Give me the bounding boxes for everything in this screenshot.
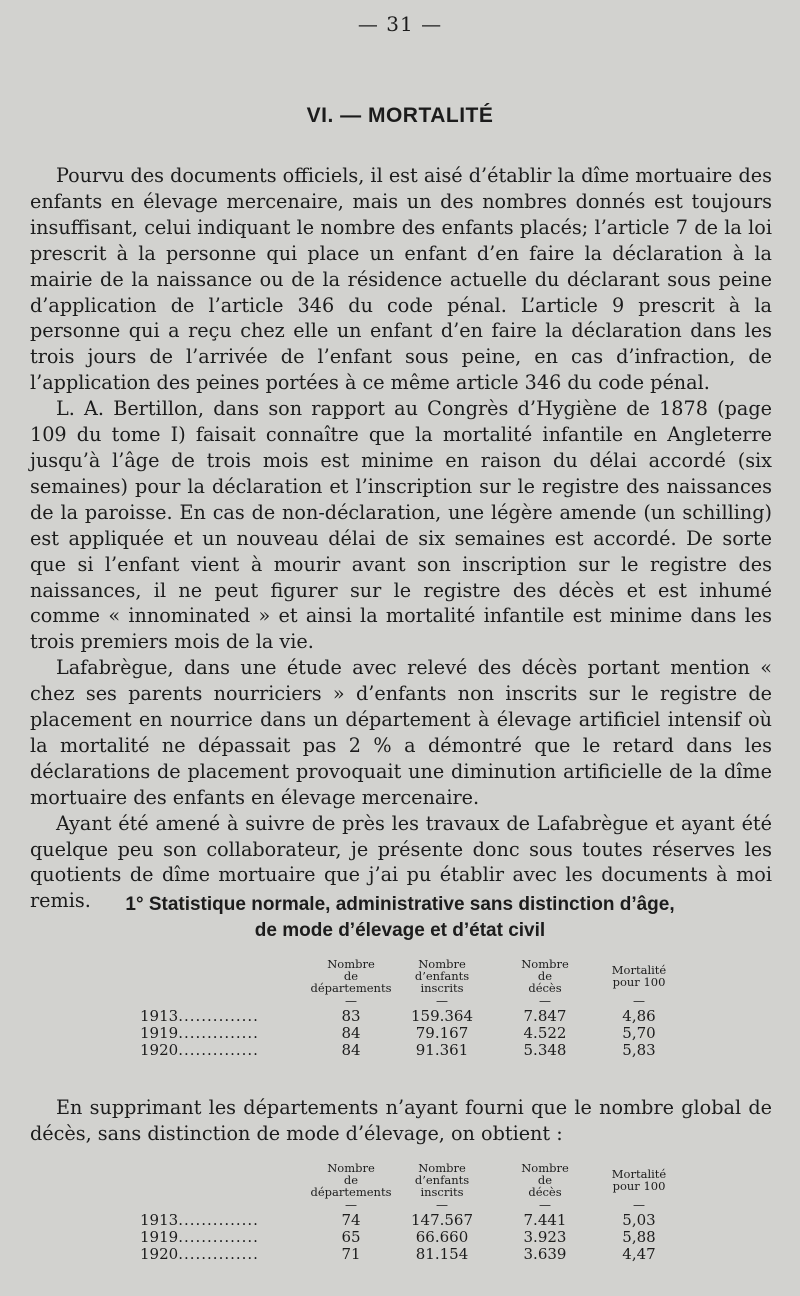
dash: —: [436, 1198, 448, 1212]
inscrits-cell: 147.567: [410, 1211, 474, 1229]
header-mortalite: Mortalité pour 100: [611, 963, 667, 989]
leader-dots: ..............: [178, 1228, 259, 1246]
mortalite-cell: 4,47: [622, 1245, 656, 1263]
statistics-table-1: [140, 958, 680, 1059]
mortalite-cell: 5,70: [622, 1024, 656, 1042]
year-cell: 1919: [140, 1228, 179, 1246]
dash: —: [345, 1198, 357, 1212]
deces-cell: 7.847: [523, 1007, 567, 1025]
paragraph-3: Lafabrègue, dans une étude avec relevé des décès portant mention « chez ses parents nourriciers » d’enfants non inscrits sur le registre de placement en nourrice dans un département à élevage artificiel intensif où la mortalité ne dépassait pas 2 % a démontré que le retard dans les déclarations de placement provoquait une diminution artificielle de la dîme mortuaire des enfants en élevage mercenaire.: [30, 656, 772, 809]
departements-cell: 84: [341, 1041, 361, 1059]
middle-text: [30, 1095, 772, 1147]
dash: —: [436, 994, 448, 1008]
table-header-row: [140, 1162, 680, 1198]
header-inscrits: Nombre d’enfants inscrits: [414, 957, 470, 995]
departements-cell: 84: [341, 1024, 361, 1042]
year-cell: 1913: [140, 1211, 179, 1229]
leader-dots: ..............: [178, 1041, 259, 1059]
deces-cell: 3.639: [523, 1245, 567, 1263]
paragraph-1: Pourvu des documents officiels, il est aisé d’établir la dîme mortuaire des enfants en élevage mercenaire, mais un des nombres donnés est toujours insuffisant, celui indiquant le nombre des enfants placés; l’article 7 de la loi prescrit à la personne qui place un enfant d’en faire la déclaration à la mairie de la naissance ou de la résidence actuelle du déclarant sous peine d’application de l’article 346 du code pénal. L’article 9 prescrit à la personne qui a reçu chez elle un enfant d’en faire la déclaration dans les trois jours de l’arrivée de l’enfant sous peine, en cas d’infraction, de l’application des peines portées à ce même article 346 du code pénal.: [30, 164, 772, 395]
inscrits-cell: 66.660: [415, 1228, 469, 1246]
section-title: VI. — MORTALITÉ: [306, 104, 494, 127]
deces-cell: 3.923: [523, 1228, 567, 1246]
header-departements: Nombre de départements: [310, 957, 392, 995]
header-dash-row: [140, 1198, 680, 1212]
header-deces: Nombre de décès: [521, 957, 569, 995]
body-text: [30, 163, 772, 914]
statistics-table-2: [140, 1162, 680, 1263]
departements-cell: 65: [341, 1228, 361, 1246]
table-row: [140, 1212, 680, 1229]
deces-cell: 7.441: [523, 1211, 567, 1229]
table-header-row: [140, 958, 680, 994]
departements-cell: 74: [341, 1211, 361, 1229]
mortalite-cell: 4,86: [622, 1007, 656, 1025]
year-cell: 1919: [140, 1024, 179, 1042]
dash: —: [539, 994, 551, 1008]
deces-cell: 5.348: [523, 1041, 567, 1059]
dash: —: [345, 994, 357, 1008]
inscrits-cell: 91.361: [415, 1041, 469, 1059]
year-cell: 1920: [140, 1041, 179, 1059]
header-mortalite: Mortalité pour 100: [611, 1167, 667, 1193]
page-number: — 31 —: [357, 12, 443, 36]
leader-dots: ..............: [178, 1024, 259, 1042]
header-dash-row: [140, 994, 680, 1008]
table-title-line-2: de mode d’élevage et d’état civil: [254, 920, 546, 941]
inscrits-cell: 79.167: [415, 1024, 469, 1042]
departements-cell: 71: [341, 1245, 361, 1263]
dash: —: [539, 1198, 551, 1212]
table-row: [140, 1025, 680, 1042]
table-row: [140, 1229, 680, 1246]
inscrits-cell: 159.364: [410, 1007, 474, 1025]
paragraph-2: L. A. Bertillon, dans son rapport au Congrès d’Hygiène de 1878 (page 109 du tome I) faisait connaître que la mortalité infantile en Angleterre jusqu’à l’âge de trois mois est minime en raison du délai accordé (six semaines) pour la déclaration et l’inscription sur le registre des naissances de la paroisse. En cas de non-déclaration, une légère amende (un schilling) est appliquée et un nouveau délai de six semaines est accordé. De sorte que si l’enfant vient à mourir avant son inscription sur le registre des naissances, il ne peut figurer sur le registre des décès et est inhumé comme « innominated » et ainsi la mortalité infantile est minime dans les trois premiers mois de la vie.: [30, 397, 772, 654]
table-title: [0, 892, 800, 944]
table-row: [140, 1042, 680, 1059]
header-inscrits: Nombre d’enfants inscrits: [414, 1161, 470, 1199]
dash: —: [633, 1198, 645, 1212]
header-deces: Nombre de décès: [521, 1161, 569, 1199]
deces-cell: 4.522: [523, 1024, 567, 1042]
leader-dots: ..............: [178, 1007, 259, 1025]
year-cell: 1920: [140, 1245, 179, 1263]
mortalite-cell: 5,88: [622, 1228, 656, 1246]
table-row: [140, 1008, 680, 1025]
table-title-line-1: 1° Statistique normale, administrative sans distinction d’âge,: [125, 894, 675, 915]
year-cell: 1913: [140, 1007, 179, 1025]
dash: —: [633, 994, 645, 1008]
leader-dots: ..............: [178, 1211, 259, 1229]
leader-dots: ..............: [178, 1245, 259, 1263]
paragraph-5: En supprimant les départements n’ayant fourni que le nombre global de décès, sans distinction de mode d’élevage, on obtient :: [30, 1096, 772, 1145]
paragraph-4: Ayant été amené à suivre de près les travaux de Lafabrègue et ayant été quelque peu son collaborateur, je présente donc sous toutes réserves les quotients de dîme mortuaire que j’ai pu établir avec les documents à moi remis.: [30, 811, 772, 913]
inscrits-cell: 81.154: [415, 1245, 469, 1263]
departements-cell: 83: [341, 1007, 361, 1025]
header-departements: Nombre de départements: [310, 1161, 392, 1199]
mortalite-cell: 5,03: [622, 1211, 656, 1229]
table-row: [140, 1246, 680, 1263]
mortalite-cell: 5,83: [622, 1041, 656, 1059]
